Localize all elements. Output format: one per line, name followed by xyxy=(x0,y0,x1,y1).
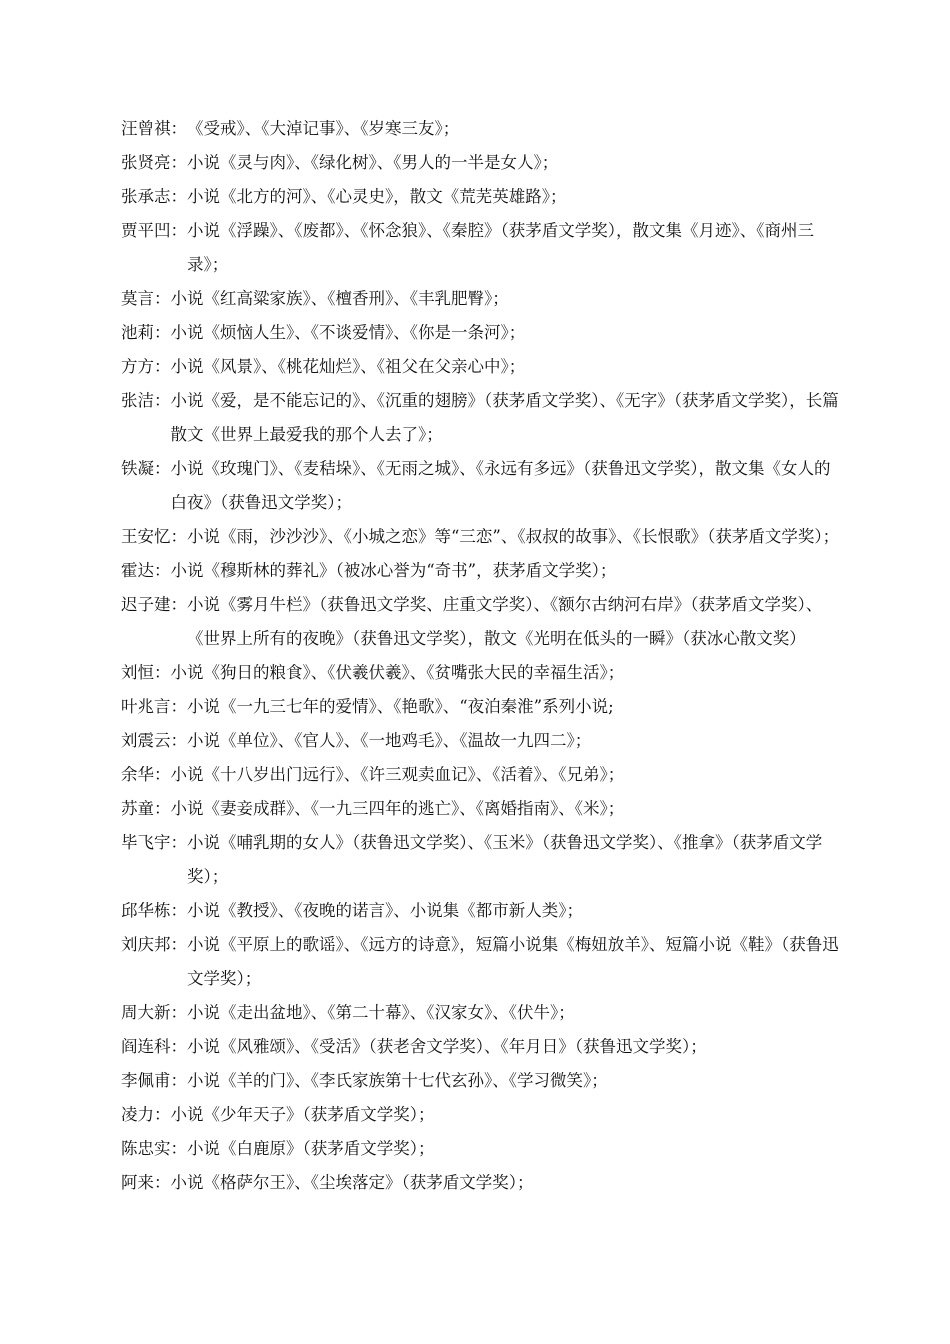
author-name: 苏童： xyxy=(121,799,171,818)
author-works: 小说《灵与肉》、《绿化树》、《男人的一半是女人》； xyxy=(187,153,559,172)
author-works: 小说《一九三七年的爱情》、《艳歌》、“夜泊秦淮”系列小说; xyxy=(187,697,614,716)
list-item xyxy=(121,724,846,758)
list-item xyxy=(121,282,846,316)
author-name: 霍达： xyxy=(121,561,171,580)
author-name: 凌力： xyxy=(121,1105,171,1124)
author-name: 周大新： xyxy=(121,1003,187,1022)
author-name: 方方： xyxy=(121,357,171,376)
list-item xyxy=(121,1166,846,1200)
list-item xyxy=(121,656,846,690)
author-name: 张洁： xyxy=(121,391,171,410)
author-works: 小说《北方的河》、《心灵史》，散文《荒芜英雄路》； xyxy=(187,187,567,206)
author-works-list xyxy=(121,112,846,1200)
author-name: 张贤亮： xyxy=(121,153,187,172)
list-item xyxy=(121,1098,846,1132)
list-item xyxy=(121,316,846,350)
list-item xyxy=(121,214,846,282)
author-works: 小说《哺乳期的女人》（获鲁迅文学奖）、《玉米》（获鲁迅文学奖）、《推拿》（获茅盾文学奖）； xyxy=(187,833,823,886)
author-name: 毕飞宇： xyxy=(121,833,187,852)
author-name: 阎连科： xyxy=(121,1037,187,1056)
list-item xyxy=(121,826,846,894)
author-name: 李佩甫： xyxy=(121,1071,187,1090)
list-item xyxy=(121,1132,846,1166)
author-works: 小说《浮躁》、《废都》、《怀念狼》、《秦腔》（获茅盾文学奖），散文集《月迹》、《商州三录》； xyxy=(187,221,814,274)
author-works: 小说《雾月牛栏》（获鲁迅文学奖、庄重文学奖）、《额尔古纳河右岸》（获茅盾文学奖）、《世界上所有的夜晚》（获鲁迅文学奖），散文《光明在低头的一瞬》（获冰心散文奖） xyxy=(187,595,823,648)
list-item xyxy=(121,520,846,554)
author-works: 小说《十八岁出门远行》、《许三观卖血记》、《活着》、《兄弟》； xyxy=(170,765,625,784)
author-name: 贾平凹： xyxy=(121,221,187,240)
author-name: 陈忠实： xyxy=(121,1139,187,1158)
author-name: 汪曾祺： xyxy=(121,119,187,138)
author-works: 小说《烦恼人生》、《不谈爱情》、《你是一条河》； xyxy=(170,323,526,342)
author-works: 小说《羊的门》、《李氏家族第十七代玄孙》、《学习微笑》； xyxy=(187,1071,608,1090)
list-item xyxy=(121,384,846,452)
author-name: 邱华栋： xyxy=(121,901,187,920)
author-works: 小说《风景》、《桃花灿烂》、《祖父在父亲心中》； xyxy=(170,357,526,376)
list-item xyxy=(121,1064,846,1098)
author-name: 王安忆： xyxy=(121,527,187,546)
author-name: 叶兆言： xyxy=(121,697,187,716)
author-name: 刘恒： xyxy=(121,663,171,682)
author-works: 小说《妻妾成群》、《一九三四年的逃亡》、《离婚指南》、《米》； xyxy=(170,799,625,818)
author-works: 小说《爱，是不能忘记的》、《沉重的翅膀》（获茅盾文学奖）、《无字》（获茅盾文学奖），长篇散文《世界上最爱我的那个人去了》； xyxy=(170,391,839,444)
author-name: 刘震云： xyxy=(121,731,187,750)
author-works: 小说《少年天子》（获茅盾文学奖）； xyxy=(170,1105,435,1124)
author-name: 铁凝： xyxy=(121,459,171,478)
list-item xyxy=(121,690,846,724)
author-name: 池莉： xyxy=(121,323,171,342)
list-item xyxy=(121,792,846,826)
author-name: 莫言： xyxy=(121,289,171,308)
list-item xyxy=(121,996,846,1030)
list-item xyxy=(121,180,846,214)
author-works: 小说《格萨尔王》、《尘埃落定》（获茅盾文学奖）； xyxy=(170,1173,534,1192)
list-item xyxy=(121,146,846,180)
list-item xyxy=(121,928,846,996)
list-item xyxy=(121,452,846,520)
author-name: 张承志： xyxy=(121,187,187,206)
author-works: 小说《玫瑰门》、《麦秸垛》、《无雨之城》、《永远有多远》（获鲁迅文学奖），散文集《女人的白夜》（获鲁迅文学奖）； xyxy=(170,459,831,512)
author-works: 小说《红高粱家族》、《檀香刑》、《丰乳肥臀》； xyxy=(170,289,509,308)
list-item xyxy=(121,1030,846,1064)
list-item xyxy=(121,894,846,928)
author-works: 小说《穆斯林的葬礼》（被冰心誉为“奇书”，获茅盾文学奖）； xyxy=(170,561,617,580)
author-works: 《受戒》、《大淖记事》、《岁寒三友》； xyxy=(187,119,460,138)
author-works: 小说《教授》、《夜晚的诺言》、小说集《都市新人类》； xyxy=(187,901,583,920)
author-works: 小说《单位》、《官人》、《一地鸡毛》、《温故一九四二》； xyxy=(187,731,592,750)
author-works: 小说《风雅颂》、《受活》（获老舍文学奖）、《年月日》（获鲁迅文学奖）； xyxy=(187,1037,707,1056)
list-item xyxy=(121,588,846,656)
list-item xyxy=(121,554,846,588)
author-works: 小说《雨，沙沙沙》、《小城之恋》等“三恋”、《叔叔的故事》、《长恨歌》（获茅盾文学奖）； xyxy=(187,527,840,546)
author-name: 刘庆邦： xyxy=(121,935,187,954)
author-name: 阿来： xyxy=(121,1173,171,1192)
author-works: 小说《走出盆地》、《第二十幕》、《汉家女》、《伏牛》； xyxy=(187,1003,575,1022)
author-works: 小说《狗日的粮食》、《伏羲伏羲》、《贫嘴张大民的幸福生活》； xyxy=(170,663,625,682)
author-works: 小说《平原上的歌谣》、《远方的诗意》，短篇小说集《梅妞放羊》、短篇小说《鞋》（获鲁迅文学奖）； xyxy=(187,935,839,988)
author-name: 余华： xyxy=(121,765,171,784)
list-item xyxy=(121,112,846,146)
author-name: 迟子建： xyxy=(121,595,187,614)
list-item xyxy=(121,758,846,792)
list-item xyxy=(121,350,846,384)
author-works: 小说《白鹿原》（获茅盾文学奖）； xyxy=(187,1139,435,1158)
